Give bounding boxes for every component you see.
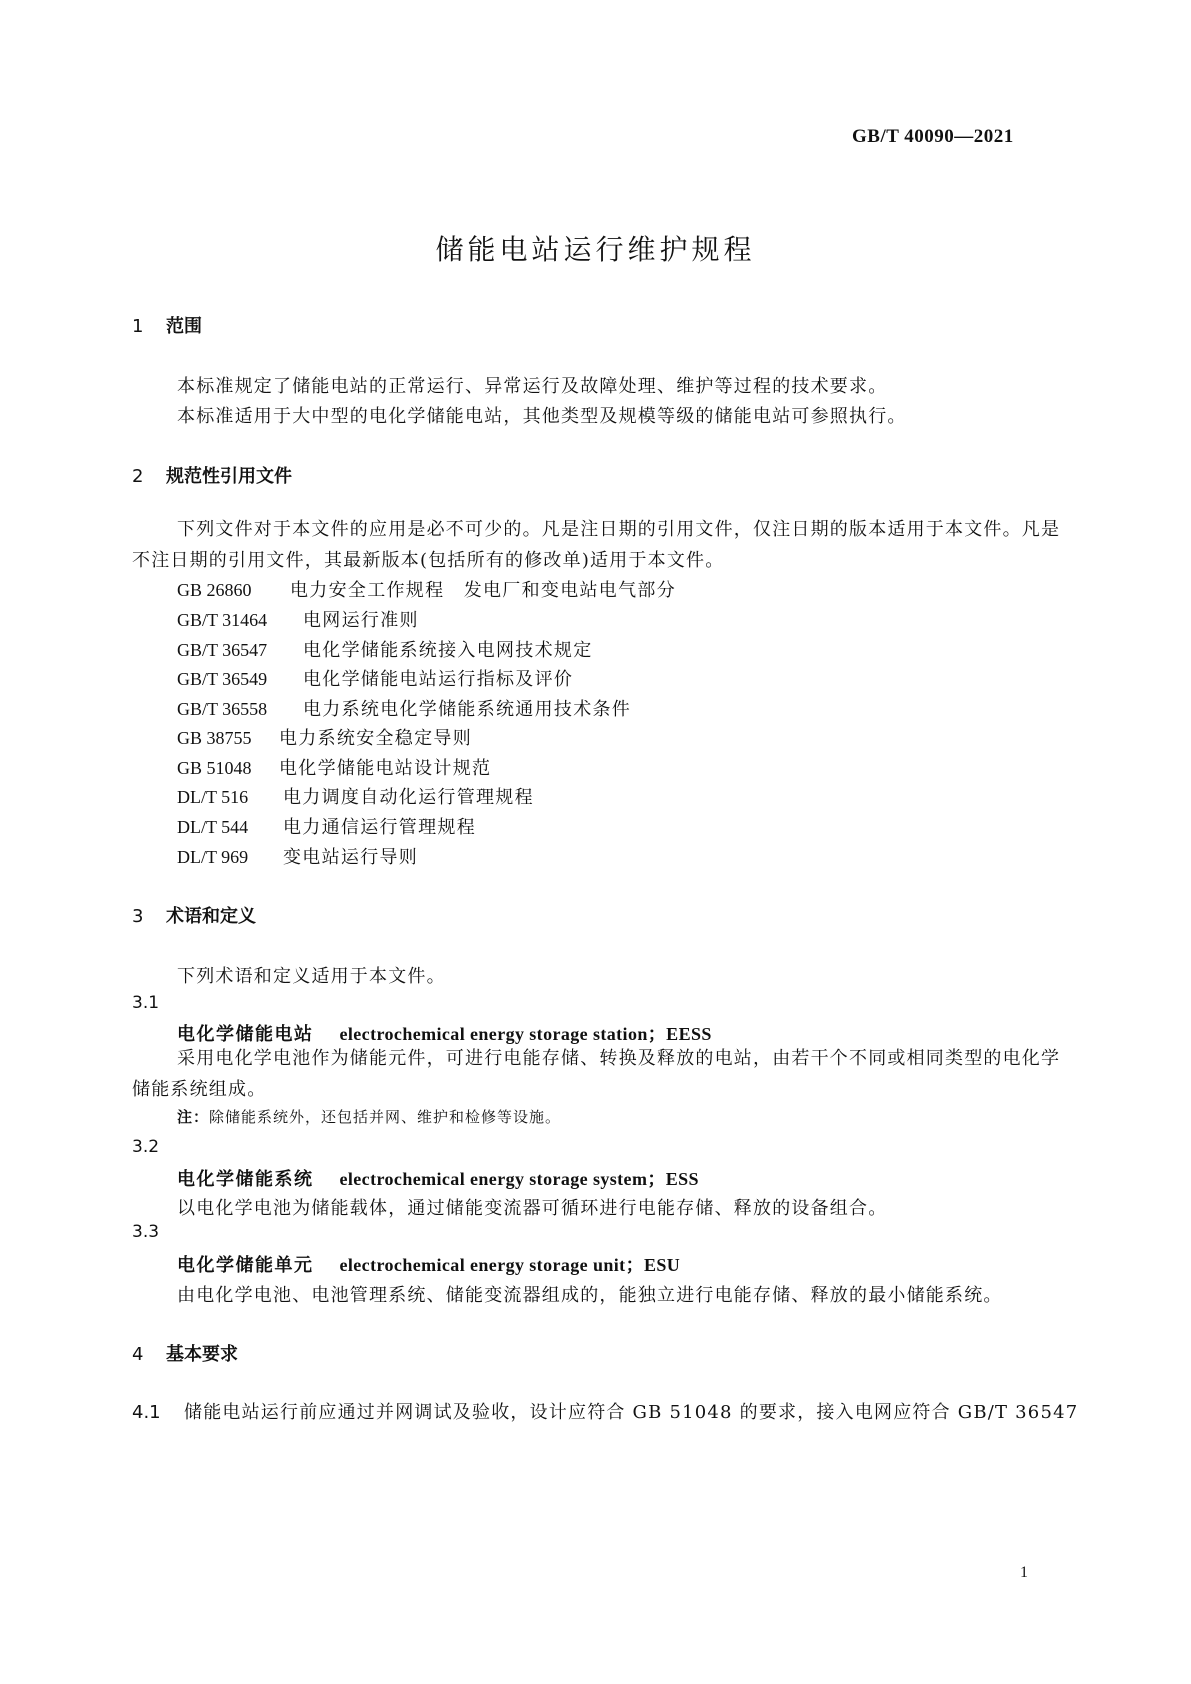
reference-item [177,576,676,602]
reference-title: 电化学储能电站设计规范 [279,758,492,779]
term-zh: 电化学储能单元 [177,1255,314,1276]
reference-title: 电力安全工作规程 发电厂和变电站电气部分 [290,580,676,601]
page-number: 1 [1020,1564,1028,1581]
reference-code: GB/T 36547 [177,640,268,660]
clause-number: 4.1 [132,1402,161,1423]
reference-title: 电力系统电化学储能系统通用技术条件 [303,699,632,720]
reference-code: GB/T 31464 [177,610,268,630]
reference-code: GB/T 36558 [177,699,268,719]
reference-title: 电网运行准则 [303,610,419,631]
term-heading [177,1165,699,1191]
reference-item [177,606,419,632]
note-text: 除储能系统外，还包括并网、维护和检修等设施。 [209,1108,562,1126]
section-2-heading [132,462,292,488]
reference-item [177,843,418,869]
term-note [177,1106,561,1127]
reference-title: 变电站运行导则 [283,847,419,868]
term-number: 3.3 [132,1222,160,1242]
term-definition: 以电化学电池为储能载体，通过储能变流器可循环进行电能存储、释放的设备组合。 [177,1198,888,1219]
reference-code: GB/T 36549 [177,669,268,689]
note-label: 注： [177,1108,210,1126]
scope-paragraph-1: 本标准规定了储能电站的正常运行、异常运行及故障处理、维护等过程的技术要求。 [177,376,888,397]
section-number: 1 [132,316,144,337]
term-number: 3.1 [132,993,160,1013]
section-4-heading [132,1340,238,1366]
reference-code: GB 38755 [177,728,252,748]
reference-item [177,695,631,721]
reference-item [177,636,593,662]
term-en: electrochemical energy storage station；EESS [339,1024,712,1044]
reference-item [177,754,491,780]
clause-4-1 [132,1398,1078,1424]
term-en: electrochemical energy storage system；ESS [339,1169,699,1189]
term-definition: 采用电化学电池作为储能元件，可进行电能存储、转换及释放的电站，由若干个不同或相同类型的电化学储能系统组成。 [132,1048,1061,1100]
reference-title: 电力通信运行管理规程 [283,817,476,838]
reference-code: DL/T 516 [177,787,249,807]
clause-text: 储能电站运行前应通过并网调试及验收，设计应符合 GB 51048 的要求，接入电网应符合 GB/T 36547 [184,1402,1079,1423]
page-title: 储能电站运行维护规程 [435,233,756,266]
term-en: electrochemical energy storage unit；ESU [339,1255,681,1275]
reference-title: 电化学储能系统接入电网技术规定 [303,640,593,661]
reference-code: DL/T 969 [177,847,249,867]
reference-code: DL/T 544 [177,817,249,837]
reference-title: 电力调度自动化运行管理规程 [283,787,534,808]
reference-item [177,813,476,839]
terms-intro: 下列术语和定义适用于本文件。 [177,966,446,987]
term-heading [177,1251,680,1277]
section-number: 3 [132,906,144,927]
scope-paragraph-2: 本标准适用于大中型的电化学储能电站，其他类型及规模等级的储能电站可参照执行。 [177,406,907,427]
section-title: 范围 [166,316,202,337]
reference-title: 电化学储能电站运行指标及评价 [303,669,574,690]
section-number: 2 [132,466,144,487]
section-title: 基本要求 [166,1344,238,1365]
references-intro: 下列文件对于本文件的应用是必不可少的。凡是注日期的引用文件，仅注日期的版本适用于本文件。凡是不注日期的引用文件，其最新版本(包括所有的修改单)适用于本文件。 [132,519,1061,571]
reference-code: GB 51048 [177,758,252,778]
section-3-heading [132,902,256,928]
reference-title: 电力系统安全稳定导则 [279,728,472,749]
reference-code: GB 26860 [177,580,252,600]
term-definition: 由电化学电池、电池管理系统、储能变流器组成的，能独立进行电能存储、释放的最小储能系统。 [177,1285,1003,1306]
section-1-heading [132,312,202,338]
section-title: 术语和定义 [166,906,256,927]
term-zh: 电化学储能电站 [177,1024,314,1045]
term-number: 3.2 [132,1137,160,1157]
reference-item [177,665,573,691]
section-title: 规范性引用文件 [166,466,292,487]
standard-code: GB/T 40090—2021 [852,126,1014,147]
term-zh: 电化学储能系统 [177,1169,314,1190]
section-number: 4 [132,1344,144,1365]
reference-item [177,724,472,750]
reference-item [177,783,534,809]
